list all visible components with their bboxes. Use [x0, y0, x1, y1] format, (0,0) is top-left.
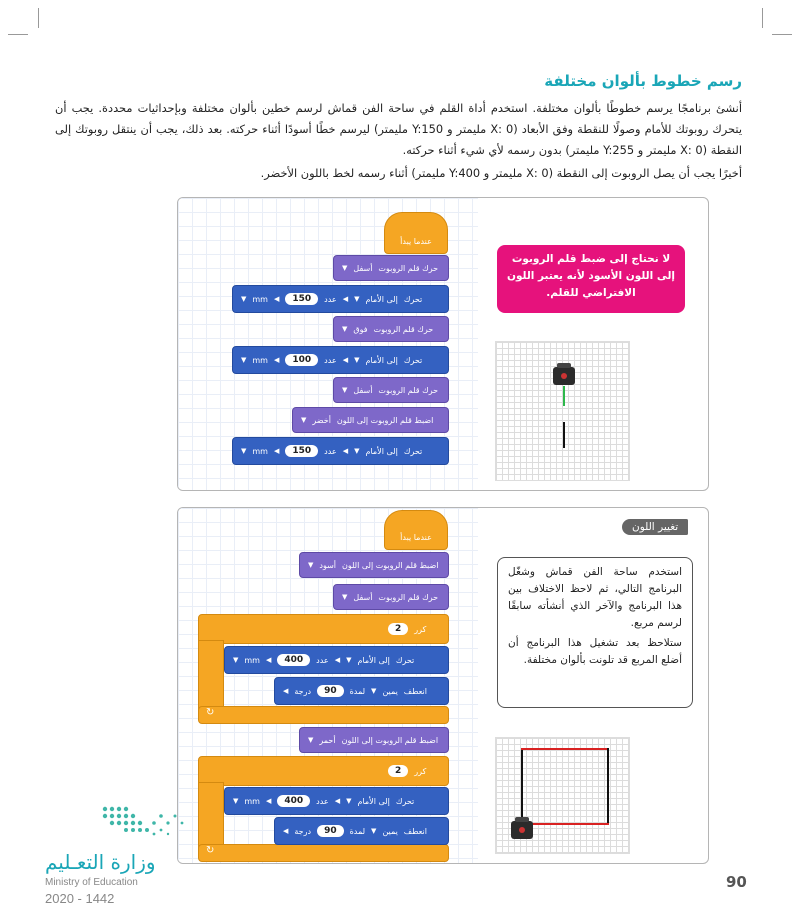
repeat-block-side	[198, 640, 224, 710]
pen-up-block[interactable]: حرك قلم الروبوت فوق ▼	[333, 316, 449, 342]
section-tag: تغيير اللون	[622, 519, 688, 535]
repeat-header: كرر 2	[380, 617, 449, 641]
move-forward-block[interactable]: تحرك إلى الأمام ▼ ◀ عدد 400 ◀ mm ▼	[224, 646, 449, 674]
red-line	[521, 748, 608, 750]
dropdown-icon[interactable]: ▼	[301, 416, 307, 424]
dropdown-icon[interactable]: ▼	[371, 687, 377, 695]
loop-arrow-icon: ↻	[206, 845, 215, 856]
loop-arrow-icon: ↻	[206, 707, 215, 718]
green-line	[563, 386, 565, 406]
crop-mark	[38, 8, 39, 28]
crop-mark	[772, 34, 792, 35]
ministry-logo-icon	[100, 804, 190, 840]
dropdown-icon[interactable]: ▼	[342, 593, 348, 601]
dropdown-icon[interactable]: ▼	[241, 295, 247, 303]
move-forward-block[interactable]: تحرك إلى الأمام ▼ ◀ عدد 100 ◀ mm ▼	[232, 346, 449, 374]
arrow-left-icon: ◀	[273, 295, 280, 303]
arrow-left-icon: ◀	[273, 356, 280, 364]
dropdown-icon[interactable]: ▼	[346, 656, 352, 664]
canvas-stage	[495, 737, 630, 854]
arrow-left-icon: ◀	[273, 447, 280, 455]
value-input[interactable]: 400	[277, 795, 310, 807]
dropdown-icon[interactable]: ▼	[342, 386, 348, 394]
repeat-header: كرر 2	[380, 759, 449, 783]
dropdown-icon[interactable]: ▼	[308, 736, 314, 744]
arrow-left-icon: ◀	[342, 295, 349, 303]
set-pen-color-block[interactable]: اضبط قلم الروبوت إلى اللون أخضر ▼	[292, 407, 449, 433]
crop-mark	[8, 34, 28, 35]
turn-right-block[interactable]: انعطف يمين ▼ لمدة 90 درجة ◀	[274, 677, 449, 705]
set-pen-color-block[interactable]: اضبط قلم الروبوت إلى اللون أسود ▼	[299, 552, 449, 578]
dropdown-icon[interactable]: ▼	[342, 325, 348, 333]
pen-down-block[interactable]: حرك قلم الروبوت أسفل ▼	[333, 377, 449, 403]
body-text	[55, 98, 742, 184]
arrow-left-icon: ◀	[342, 447, 349, 455]
repeat-block-side	[198, 782, 224, 848]
canvas-stage	[495, 341, 630, 481]
ministry-name-english: Ministry of Education	[45, 877, 138, 888]
black-line	[607, 748, 609, 824]
turn-right-block[interactable]: انعطف يمين ▼ لمدة 90 درجة ◀	[274, 817, 449, 845]
instruction-text-2: ستلاحظ بعد تشغيل هذا البرنامج أن أضلع المربع قد تلونت بألوان مختلفة.	[508, 637, 682, 666]
red-line	[521, 823, 609, 825]
black-line	[521, 748, 523, 824]
repeat-block-foot	[198, 844, 449, 862]
pen-down-block[interactable]: حرك قلم الروبوت أسفل ▼	[333, 584, 449, 610]
dropdown-icon[interactable]: ▼	[241, 356, 247, 364]
value-input[interactable]: 90	[317, 825, 344, 837]
repeat-count-input[interactable]: 2	[388, 765, 408, 777]
robot-icon	[553, 367, 575, 385]
arrow-left-icon: ◀	[342, 356, 349, 364]
dropdown-icon[interactable]: ▼	[354, 356, 360, 364]
value-input[interactable]: 400	[277, 654, 310, 666]
value-input[interactable]: 100	[285, 354, 318, 366]
value-input[interactable]: 150	[285, 293, 318, 305]
robot-icon	[511, 821, 533, 839]
arrow-left-icon: ◀	[265, 797, 272, 805]
set-pen-color-block[interactable]: اضبط قلم الروبوت إلى اللون أحمر ▼	[299, 727, 449, 753]
dropdown-icon[interactable]: ▼	[241, 447, 247, 455]
ministry-name-arabic: وزارة التعـليم	[45, 850, 156, 874]
when-start-block[interactable]: عندما يبدأ	[384, 510, 448, 550]
paragraph-2: أخيرًا يجب أن يصل الروبوت إلى النقطة (X: 0 مليمتر و Y:400 مليمتر) أثناء رسمه لخط باللون الأخضر.	[260, 166, 742, 180]
arrow-left-icon: ◀	[283, 687, 289, 695]
instruction-note	[497, 557, 693, 708]
info-note: لا نحتاج إلى ضبط قلم الروبوت إلى اللون الأسود لأنه يعتبر اللون الافتراضي للقلم.	[497, 245, 685, 313]
arrow-left-icon: ◀	[334, 656, 341, 664]
pen-down-block[interactable]: حرك قلم الروبوت أسفل ▼	[333, 255, 449, 281]
dropdown-icon[interactable]: ▼	[342, 264, 348, 272]
repeat-count-input[interactable]: 2	[388, 623, 408, 635]
dropdown-icon[interactable]: ▼	[233, 797, 239, 805]
instruction-text-1: استخدم ساحة الفن قماش وشغّل البرنامج التالي، ثم لاحظ الاختلاف بين هذا البرنامج والآخر الذي أنشأته سابقًا لرسم مربع.	[508, 566, 682, 629]
edition-year: 2020 - 1442	[45, 891, 115, 906]
move-forward-block[interactable]: تحرك إلى الأمام ▼ ◀ عدد 400 ◀ mm ▼	[224, 787, 449, 815]
repeat-block-foot	[198, 706, 449, 724]
dropdown-icon[interactable]: ▼	[233, 656, 239, 664]
value-input[interactable]: 90	[317, 685, 344, 697]
dropdown-icon[interactable]: ▼	[308, 561, 314, 569]
dropdown-icon[interactable]: ▼	[354, 447, 360, 455]
arrow-left-icon: ◀	[265, 656, 272, 664]
dropdown-icon[interactable]: ▼	[346, 797, 352, 805]
value-input[interactable]: 150	[285, 445, 318, 457]
arrow-left-icon: ◀	[283, 827, 289, 835]
arrow-left-icon: ◀	[334, 797, 341, 805]
crop-mark	[762, 8, 763, 28]
move-forward-block[interactable]: تحرك إلى الأمام ▼ ◀ عدد 150 ◀ mm ▼	[232, 437, 449, 465]
when-start-block[interactable]: عندما يبدأ	[384, 212, 448, 254]
black-line	[563, 422, 565, 448]
page-number: 90	[726, 873, 747, 891]
paragraph-1: أنشئ برنامجًا يرسم خطوطًا بألوان مختلفة. استخدم أداة القلم في ساحة الفن قماش لرسم خطين بألوان مختلفة وبإحداثيات محددة. يجب أن يتحرك روبوتك للأمام وصولًا للنقطة وفق الأبعاد (X: 0 مليمتر و Y:150 مليمتر) ليرسم خطًا أسودًا أثناء حركته. بعد ذلك، يجب أن ينتقل روبوتك إلى النقطة (X: 0 مليمتر و Y:255 مليمتر) بدون رسمه لأي شيء أثناء حركته.	[55, 101, 742, 157]
section-title: رسم خطوط بألوان مختلفة	[544, 72, 742, 90]
dropdown-icon[interactable]: ▼	[354, 295, 360, 303]
dropdown-icon[interactable]: ▼	[371, 827, 377, 835]
move-forward-block[interactable]: تحرك إلى الأمام ▼ ◀ عدد 150 ◀ mm ▼	[232, 285, 449, 313]
